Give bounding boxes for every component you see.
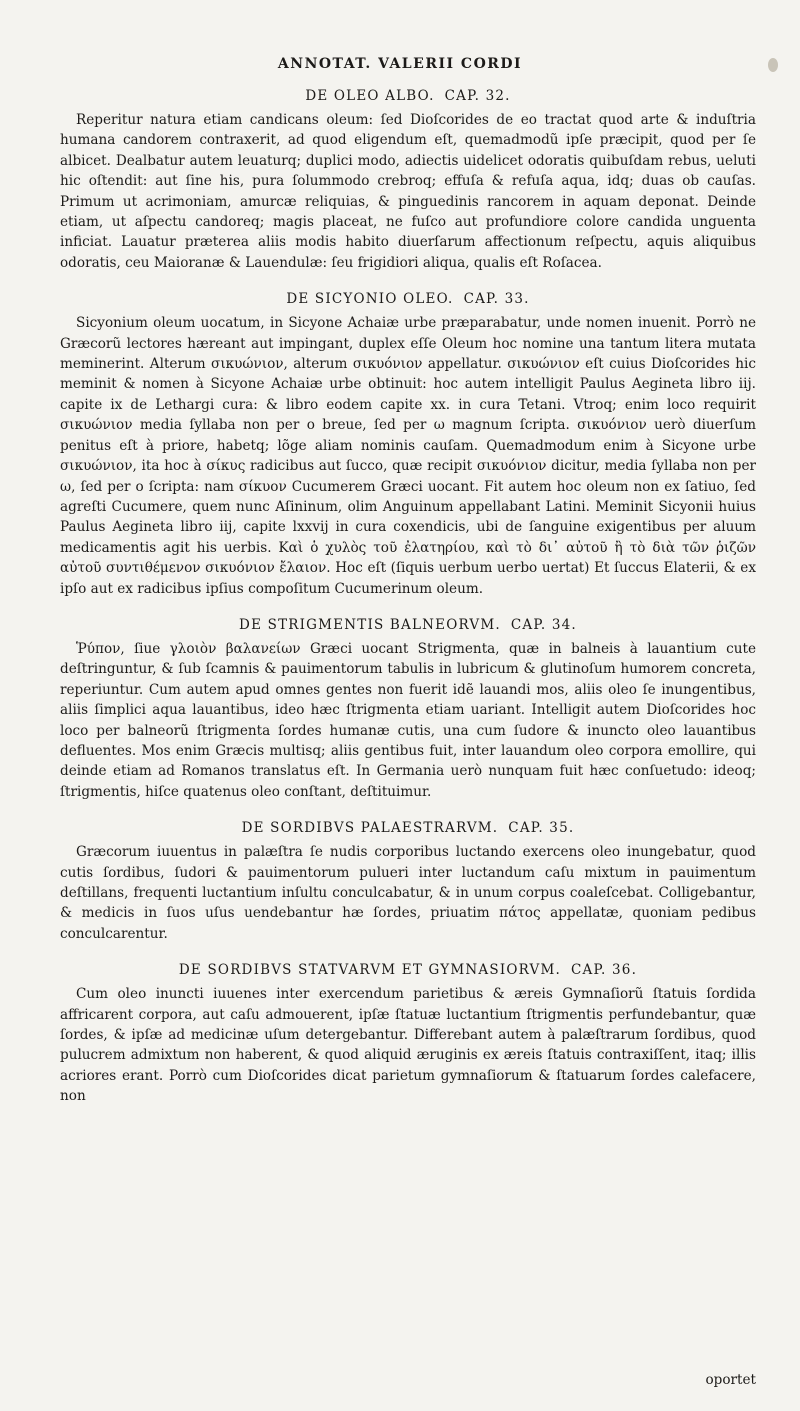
section-heading: DE SORDIBVS PALAESTRARVM.: [241, 820, 499, 837]
section-paragraph: Græcorum iuuentus in palæſtra ſe nudis corporibus luctando exercens oleo inungebatur, quod cutis ſordibus, ſudori & pauimentorum pulueri inter luctandum caſu mixtum in pauimentum deſtillans, frequenti luctantium inſultu conculcabatur, & in unum corpus coaleſcebat. Colligebantur, & medicis in ſuos uſus uendebantur hæ ſordes, priuatim πάτος appellatæ, quoniam pedibus conculcarentur.: [60, 844, 756, 942]
running-head: ANNOTAT. VALERII CORDI: [277, 56, 523, 72]
chapter-number: CAP. 32.: [444, 88, 511, 104]
chapter-number: CAP. 34.: [510, 616, 577, 633]
section-paragraph: Cum oleo inuncti iuuenes inter exercendum parietibus & æreis Gymnaſiorũ ſtatuis ſordida affricarent corpora, aut caſu admouerent, ipſæ ſtatuæ luctantium ſtrigmentis perfundebantur, quæ ſordes, & ipſæ ad medicinæ uſum detergebantur. Differebant autem à palæſtrarum ſordibus, quod pulucrem admixtum non haberent, & quod aliquid æruginis ex æreis ſtatuis contraxiſſent, itaq; illis acriores erant. Porrò cum Dioſcorides dicat parietum gymnaſiorum & ſtatuarum ſordes calefacere, non: [60, 986, 756, 1105]
catchword: oportet: [705, 1372, 756, 1388]
section-paragraph: Sicyonium oleum uocatum, in Sicyone Achaiæ urbe præparabatur, unde nomen inuenit. Porrò ne Græcorũ lectores hæreant aut impingant, duplex eſſe Oleum hoc nomine una tantum litera mutata meminerint. Alterum σικυώνιον, alterum σικυόνιον appellatur. σικυώνιον eſt cuius Dioſcorides hic meminit & nomen à Sicyone Achaiæ urbe obtinuit: hoc autem intelligit Paulus Aegineta libro iij. capite ix de Lethargi cura: & libro eodem capite xx. in cura Tetani. Vtroq; enim loco requirit σικυώνιον media ſyllaba non per ο breue, ſed per ω magnum ſcripta. σικυόνιον uerò diuerſum penitus eſt à priore, habetq; lõge aliam nominis cauſam. Quemadmodum enim à Sicyone urbe σικυώνιον, ita hoc à σίκυς radicibus aut ſucco, quæ recipit σικυόνιον dicitur, media ſyllaba non per ω, ſed per ο ſcripta: nam σίκυον Cucumerem Græci uocant. Fit autem hoc oleum non ex ſatiuo, ſed agreſti Cucumere, quem nunc Aſininum, olim Anguinum appellabant Latini. Meminit Sicyonii huius Paulus Aegineta libro iij, capite lxxvij in cura coxendicis, ubi de ſanguine exigentibus per aluum medicamentis agit his uerbis. Καὶ ὁ χυλὸς τοῦ ἐλατηρίου, καὶ τὸ δι᾽ αὐτοῦ ἢ τὸ διὰ τῶν ῥιζῶν αὐτοῦ συντιθέμενον σικυόνιον ἔλαιον. Hoc eſt (ſiquis uerbum uerbo uertat) Et ſuccus Elaterii, & ex ipſo aut ex radicibus ipſius compoſitum Cucumerinum oleum.: [60, 315, 756, 597]
section-paragraph: Ῥύπον, ſiue γλοιὸν βαλανείων Græci uocant Strigmenta, quæ in balneis à lauantium cute deſtringuntur, & ſub ſcamnis & pauimentorum tabulis in lubricum & glutinoſum humorem concreta, reperiuntur. Cum autem apud omnes gentes non fuerit idẽ lauandi mos, aliis oleo ſe inungentibus, aliis ſimplici aqua lauantibus, ideo hæc ſtrigmenta etiam uariant. Intelligit autem Dioſcorides hoc loco per balneorũ ſtrigmenta ſordes humanæ cutis, una cum ſudore & inuncto oleo lauantibus defluentes. Mos enim Græcis multisq; aliis gentibus fuit, inter lauandum oleo corpora emollire, qui deinde etiam ad Romanos translatus eſt. In Germania uerò nunquam fuit hæc conſuetudo: ideoq; ſtrigmentis, hiſce quatenus oleo conſtant, deſtituimur.: [60, 640, 756, 800]
chapter-number: CAP. 36.: [570, 962, 638, 979]
section-paragraph: Reperitur natura etiam candicans oleum: ſed Dioſcorides de eo tractat quod arte & induſtria humana candorem contraxerit, ad quod eligendum eſt, quemadmodũ ipſe præcipit, quod per ſe albicet. Dealbatur autem leuaturq; duplici modo, adiectis uidelicet odoratis quibuſdam rebus, ueluti hic oſtendit: aut ſine his, pura ſolummodo crebroq; effuſa & refuſa aqua, idq; duas ob cauſas. Primum ut acrimoniam, amurcæ reliquias, & pinguedinis rancorem in aquam deponat. Deinde etiam, ut aſpectu candoreq; magis placeat, ne fuſco aut profundiore colore candida unguenta inficiat. Lauatur præterea aliis modis habito diuerſarum affectionum reſpectu, aquis aliquibus odoratis, ceu Maioranæ & Lauendulæ: ſeu frigidiori aliqua, qualis eſt Roſacea.: [60, 112, 756, 271]
chapter-number: CAP. 33.: [463, 291, 530, 308]
section-title: [60, 291, 756, 307]
section-sordibus-statuarum: [60, 962, 756, 1106]
section-sordibus-palaestrarum: [60, 820, 756, 944]
section-title: [60, 962, 756, 978]
section-sicyonio-oleo: [60, 291, 756, 599]
section-strigmentis-balneorum: [60, 617, 756, 802]
section-title: [60, 820, 756, 836]
section-oleo-albo: [60, 88, 756, 273]
section-title: [60, 617, 756, 633]
section-heading: DE OLEO ALBO.: [305, 88, 435, 104]
section-heading: DE STRIGMENTIS BALNEORVM.: [239, 616, 501, 633]
chapter-number: CAP. 35.: [508, 820, 575, 837]
section-heading: DE SICYONIO OLEO.: [286, 291, 454, 308]
section-heading: DE SORDIBVS STATVARVM ET GYMNASIORVM.: [178, 962, 561, 979]
section-title: [60, 88, 756, 104]
page-body: [60, 88, 756, 1125]
